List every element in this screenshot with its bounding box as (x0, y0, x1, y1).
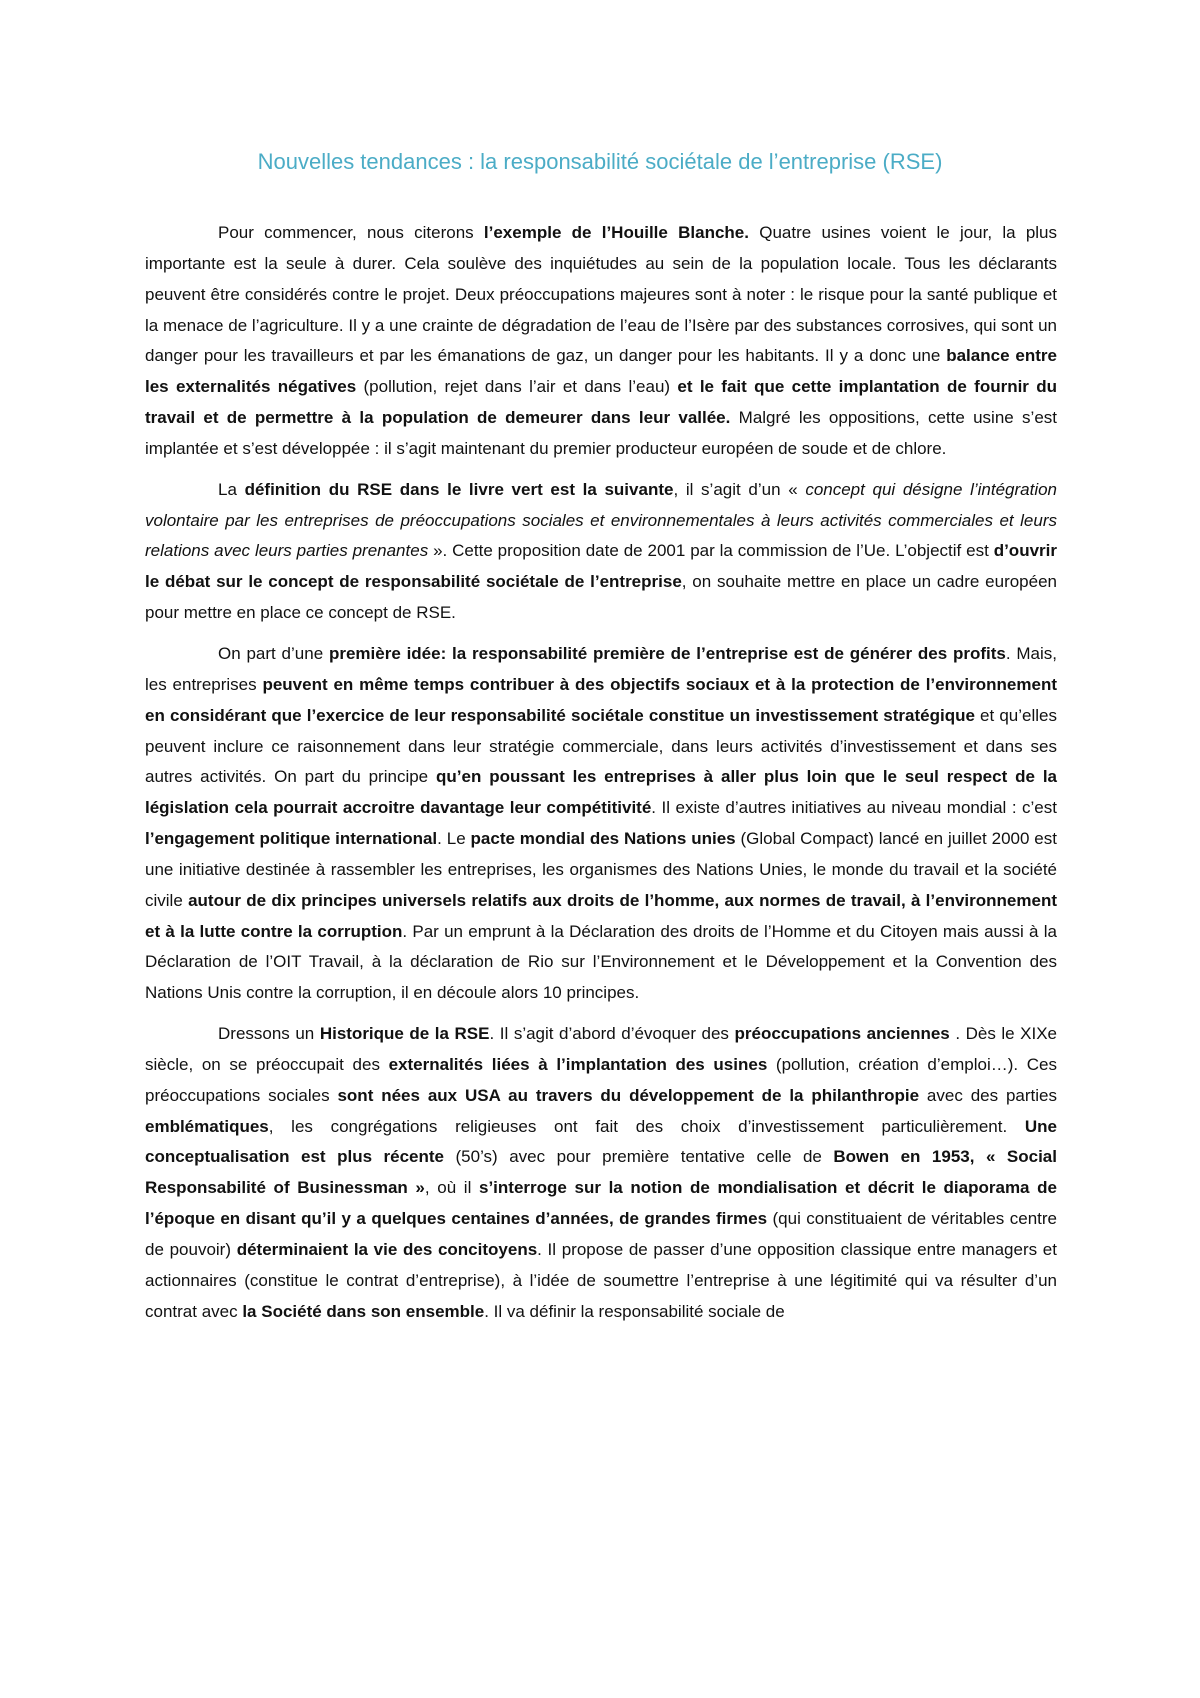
text-run: . Le (437, 829, 471, 849)
bold-text-run: s’interroge sur la notion de mondialisation et décrit le diaporama de l’époque en disant qu’il y a quelques centaines d’années, de grandes firmes (145, 1178, 1057, 1229)
text-run: , il s’agit d’un « (673, 479, 806, 499)
document-body (145, 218, 1057, 1328)
text-run: (qui constituaient de véritables centre de pouvoir) (145, 1209, 1058, 1259)
text-run: avec des parties (919, 1085, 1058, 1105)
text-run: Quatre usines voient le jour, la plus importante est la seule à durer. Cela soulève des inquiétudes au sein de la population locale. Tous les déclarants peuvent être considérés contre le projet. Deux préoccupations majeures sont à noter : le risque pour la santé publique et la menace de l’agriculture. Il y a une crainte de dégradation de l’eau de l’Isère par des substances corrosives, qui sont un danger pour les travailleurs et par les émanations de gaz, un danger pour les habitants. Il y a donc une (145, 223, 1057, 366)
paragraph-premiere-idee (145, 639, 1057, 1009)
paragraph-historique-rse (145, 1019, 1057, 1327)
bold-text-run: et le fait que cette implantation de fournir du travail et de permettre à la population de demeurer dans leur vallée. (145, 377, 1058, 428)
text-run: . Il va définir la responsabilité sociale de (484, 1301, 785, 1321)
bold-text-run: la Société dans son ensemble (242, 1301, 485, 1321)
text-run: Dressons un (218, 1024, 320, 1044)
text-run: et qu’elles peuvent inclure ce raisonnement dans leur stratégie commerciale, dans leurs activités d’investissement et dans ses autres activités. On part du principe (145, 705, 1057, 787)
bold-text-run: d’ouvrir le débat sur le concept de responsabilité sociétale de l’entreprise (145, 541, 1057, 592)
text-run: , on souhaite mettre en place un cadre européen pour mettre en place ce concept de RSE. (145, 572, 1057, 623)
page-title: Nouvelles tendances : la responsabilité sociétale de l’entreprise (RSE) (257, 149, 943, 174)
text-run: On part d’une (218, 643, 329, 663)
bold-text-run: sont nées aux USA au travers du développement de la philanthropie (337, 1085, 920, 1105)
bold-text-run: autour de dix principes universels relatifs aux droits de l’homme, aux normes de travail, à l’environnement et à la lutte contre la corruption (145, 890, 1057, 941)
text-run: ». Cette proposition date de 2001 par la commission de l’Ue. L’objectif est (428, 541, 994, 561)
text-run: . Dès le XIXe siècle, on se préoccupait des (145, 1024, 1057, 1074)
text-run: La (218, 479, 245, 499)
text-run: , où il (424, 1178, 479, 1198)
text-run: (pollution, rejet dans l’air et dans l’eau) (356, 377, 678, 397)
bold-text-run: externalités liées à l’implantation des usines (388, 1054, 768, 1074)
bold-text-run: première idée: la responsabilité première de l’entreprise est de générer des profits (328, 643, 1006, 663)
text-run: . Il existe d’autres initiatives au niveau mondial : c’est (651, 798, 1057, 818)
bold-text-run: Historique de la RSE (319, 1024, 490, 1044)
bold-text-run: Bowen en 1953, « Social Responsabilité of Businessman » (145, 1147, 1057, 1198)
bold-text-run: Une conceptualisation est plus récente (145, 1116, 1057, 1167)
text-run: . Il propose de passer d’une opposition classique entre managers et actionnaires (constitue le contrat d’entreprise), à l’idée de soumettre l’entreprise à une légitimité qui va résulter d’un contrat avec (145, 1240, 1057, 1321)
text-run: (Global Compact) lancé en juillet 2000 est une initiative destinée à rassembler les entreprises, les organismes des Nations Unies, le monde du travail et la société civile (145, 829, 1057, 910)
bold-text-run: l’engagement politique international (145, 829, 438, 849)
italic-quote-run: concept qui désigne l’intégration volontaire par les entreprises de préoccupations sociales et environnementales à leurs activités commerciales et leurs relations avec leurs parties prenantes (145, 479, 1058, 561)
paragraph-definition-rse (145, 475, 1057, 629)
bold-text-run: pacte mondial des Nations unies (470, 829, 736, 849)
bold-text-run: emblématiques (145, 1116, 269, 1136)
bold-text-run: préoccupations anciennes (734, 1024, 950, 1044)
text-run: Pour commencer, nous citerons (218, 223, 484, 242)
bold-text-run: l’exemple de l’Houille Blanche. (483, 223, 749, 242)
bold-text-run: peuvent en même temps contribuer à des objectifs sociaux et à la protection de l’environnement en considérant que l’exercice de leur responsabilité sociétale constitue un investissement stratégique (145, 674, 1057, 725)
paragraph-houille-blanche (145, 218, 1057, 465)
text-run: . Il s’agit d’abord d’évoquer des (489, 1024, 735, 1044)
bold-text-run: balance entre les externalités négatives (145, 346, 1057, 397)
text-run: . Par un emprunt à la Déclaration des droits de l’Homme et du Citoyen mais aussi à la Déclaration de l’OIT Travail, à la déclaration de Rio sur l’Environnement et le Développement et la Convention des Nations Unis contre la corruption, il en découle alors 10 principes. (145, 921, 1057, 1003)
text-run: (pollution, création d’emploi…). Ces préoccupations sociales (145, 1054, 1057, 1105)
text-run: (50’s) avec pour première tentative celle de (444, 1147, 834, 1167)
text-run: Malgré les oppositions, cette usine s’est implantée et s’est développée : il s’agit maintenant du premier producteur européen de soude et de chlore. (145, 408, 1057, 458)
text-run: , les congrégations religieuses ont fait des choix d’investissement particulièrement. (268, 1116, 1025, 1136)
bold-text-run: déterminaient la vie des concitoyens (236, 1240, 538, 1259)
bold-text-run: qu’en poussant les entreprises à aller plus loin que le seul respect de la législation cela pourrait accroitre davantage leur compétitivité (145, 767, 1057, 818)
text-run: . Mais, les entreprises (145, 643, 1057, 694)
bold-text-run: définition du RSE dans le livre vert est la suivante (244, 479, 674, 499)
